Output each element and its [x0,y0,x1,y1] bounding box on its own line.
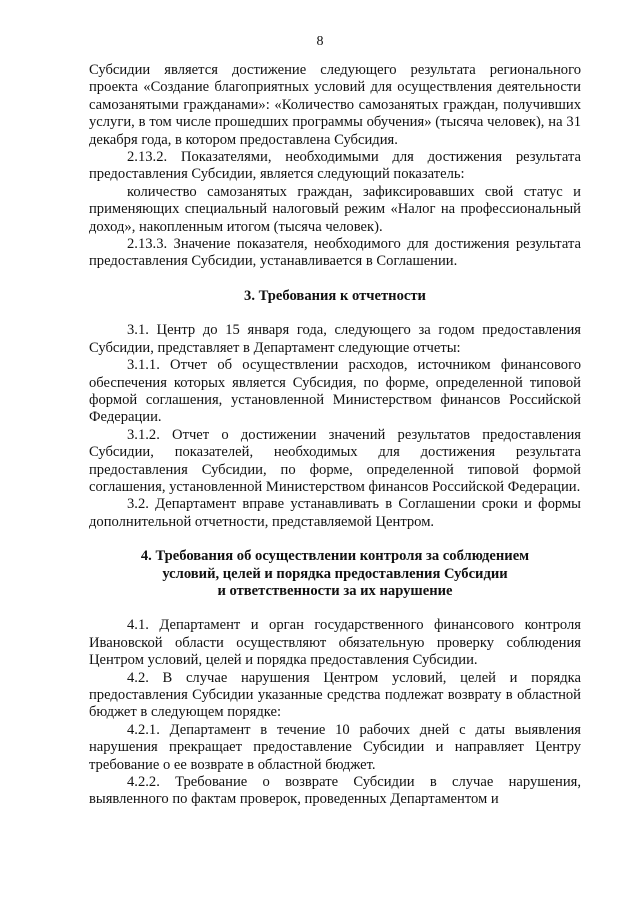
section-4-heading-line: условий, целей и порядка предоставления Субсидии [162,565,508,582]
section-4-heading-line: и ответственности за их нарушение [217,582,453,599]
paragraph: 3.2. Департамент вправе устанавливать в Соглашении сроки и формы дополнительной отчетности, представляемой Центром. [89,496,581,530]
paragraph: 4.2.1. Департамент в течение 10 рабочих дней с даты выявления нарушения прекращает предоставление Субсидии и направляет Центру требование о ее возврате в областной бюджет. [89,721,581,773]
document-body [89,62,581,809]
paragraph: 3.1. Центр до 15 января года, следующего за годом предоставления Субсидии, представляет в Департамент следующие отчеты: [89,322,581,356]
page-number: 8 [316,34,324,49]
section-4-heading [89,548,581,600]
paragraph: 3.1.2. Отчет о достижении значений результатов предоставления Субсидии, показателей, необходимых для достижения результата предоставления Субсидии, по форме, определенной типовой формой соглашения, установленной Министерством финансов Российской Федерации. [89,426,581,495]
paragraph: 2.13.3. Значение показателя, необходимого для достижения результата предоставления Субсидии, устанавливается в Соглашении. [89,236,581,270]
paragraph: 3.1.1. Отчет об осуществлении расходов, источником финансового обеспечения которых является Субсидия, по форме, определенной типовой формой соглашения, установленной Министерством финансов Российской Федерации. [89,357,581,426]
paragraph: 4.2. В случае нарушения Центром условий, целей и порядка предоставления Субсидии указанные средства подлежат возврату в областной бюджет в следующем порядке: [89,669,581,721]
paragraph: 4.1. Департамент и орган государственного финансового контроля Ивановской области осуществляют обязательную проверку соблюдения Центром условий, целей и порядка предоставления Субсидии. [89,617,581,669]
section-4-heading-line: 4. Требования об осуществлении контроля за соблюдением [140,548,530,565]
paragraph: количество самозанятых граждан, зафиксировавших свой статус и применяющих специальный налоговый режим «Налог на профессиональный доход», накопленным итогом (тысяча человек). [89,183,581,235]
paragraph: 4.2.2. Требование о возврате Субсидии в случае нарушения, выявленного по фактам проверок, проведенных Департаментом и [89,774,581,808]
paragraph: Субсидии является достижение следующего результата регионального проекта «Создание благоприятных условий для осуществления деятельности самозанятыми гражданами»: «Количество самозанятых граждан, получивших услуги, в том числе прошедших программы обучения» (тысяча человек), на 31 декабря года, в котором предоставлена Субсидия. [89,62,581,148]
paragraph: 2.13.2. Показателями, необходимыми для достижения результата предоставления Субсидии, является следующий показатель: [89,149,581,183]
section-3-heading: 3. Требования к отчетности [244,287,426,304]
